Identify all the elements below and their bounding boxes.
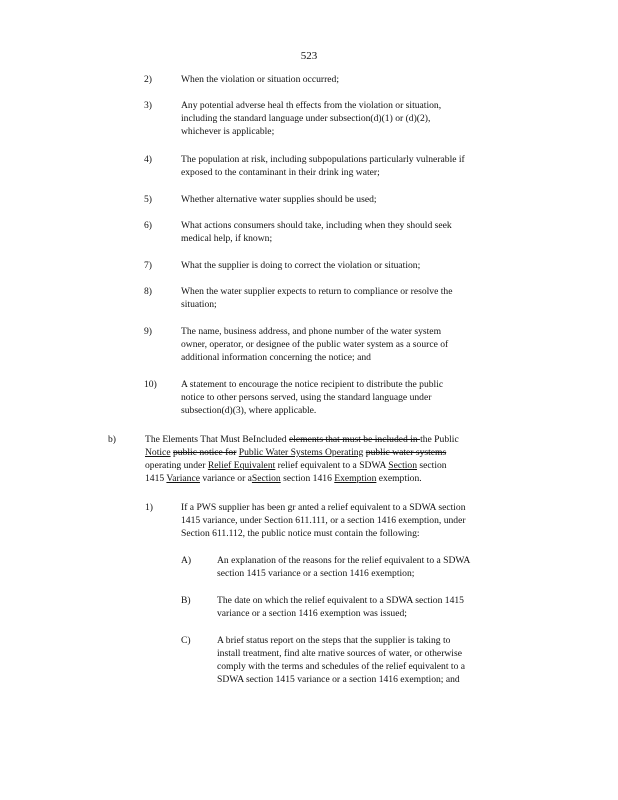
item-line: install treatment, find alte rnative sources of water, or otherwise [217,648,462,659]
item-line: A brief status report on the steps that the supplier is taking to [217,635,451,646]
text: the Public [420,434,459,445]
item-line: exposed to the contaminant in their drink ing water; [181,167,380,178]
deleted-text: elements that must be included in [288,434,421,445]
item-number: 3) [144,100,152,111]
item-line: situation; [181,299,217,310]
item-line: variance or a section 1416 exemption was issued; [217,608,407,619]
item-line: comply with the terms and schedules of the relief equivalent to a [217,661,466,672]
text: operating under [145,460,208,471]
item-line: Section 611.112, the public notice must contain the following: [181,528,420,539]
item-number: 2) [144,74,152,85]
item-line: The name, business address, and phone number of the water system [181,326,442,337]
item-number: 9) [144,326,152,337]
item-line: SDWA section 1415 variance or a section 1416 exemption; and [217,674,460,685]
item-number: 5) [144,194,152,205]
item-line: including the standard language under subsection(d)(1) or (d)(2), [181,113,431,124]
item-line: When the violation or situation occurred; [181,74,339,85]
item-line: Any potential adverse heal th effects from the violation or situation, [181,100,442,111]
inserted-text: Variance [166,473,200,484]
page-number: 523 [300,50,318,62]
inserted-text: Section [388,460,418,471]
item-line: The date on which the relief equivalent to a SDWA section 1415 [217,595,464,606]
deleted-text: public notice for [172,447,237,458]
item-number: 7) [144,260,152,271]
item-line: A statement to encourage the notice recipient to distribute the public [181,379,444,390]
item-line: If a PWS supplier has been gr anted a relief equivalent to a SDWA section [181,502,466,513]
item-letter: C) [181,635,191,646]
inserted-text: Section [251,473,281,484]
item-line: notice to other persons served, using the standard language under [181,392,432,403]
section-line [145,433,459,446]
item-line: owner, operator, or designee of the public water system as a source of [181,339,449,350]
item-line: whichever is applicable; [181,126,275,137]
item-line: subsection(d)(3), where applicable. [181,405,317,416]
item-letter: A) [181,555,192,566]
text: variance or a [199,473,252,484]
item-number: 1) [145,502,153,513]
text: section 1416 [280,473,335,484]
inserted-text: Exemption [334,473,377,484]
item-line: What actions consumers should take, including when they should seek [181,220,452,231]
text: 1415 [145,473,167,484]
item-number: 8) [144,286,152,297]
text: section [417,460,447,471]
item-line: 1415 variance, under Section 611.111, or a section 1416 exemption, under [181,515,466,526]
inserted-text: Notice [145,447,171,458]
text: relief equivalent to a SDWA [275,460,389,471]
text: exemption. [376,473,422,484]
inserted-text: Relief Equivalent [207,460,276,471]
section-line [145,459,447,472]
item-line: section 1415 variance or a section 1416 exemption; [217,568,415,579]
section-line [145,472,422,485]
item-line: medical help, if known; [181,233,273,244]
text: The Elements That Must BeIncluded [145,434,289,445]
item-line: An explanation of the reasons for the relief equivalent to a SDWA [217,555,471,566]
item-number: 6) [144,220,152,231]
item-line: The population at risk, including subpopulations particularly vulnerable if [181,154,465,165]
item-line: additional information concerning the notice; and [181,352,371,363]
inserted-text: Public Water Systems Operating [238,447,364,458]
item-number: 4) [144,154,152,165]
section-number: b) [108,434,116,445]
item-line: When the water supplier expects to return to compliance or resolve the [181,286,453,297]
item-line: Whether alternative water supplies should be used; [181,194,377,205]
item-line: What the supplier is doing to correct the violation or situation; [181,260,421,271]
section-line [145,446,446,459]
deleted-text: public water systems [365,447,447,458]
item-letter: B) [181,595,191,606]
item-number: 10) [144,379,157,390]
